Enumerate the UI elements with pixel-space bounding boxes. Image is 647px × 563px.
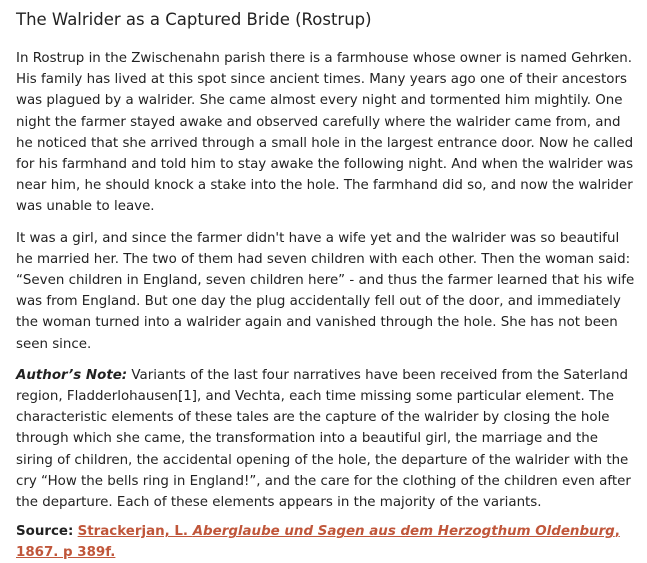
authors-note <box>16 365 635 513</box>
source-label: Source: <box>16 524 74 540</box>
story-paragraph-1: In Rostrup in the Zwischenahn parish there is a farmhouse whose owner is named Gehrken. His family has lived at this spot since ancient times. Many years ago one of their ancestors was plagued by a walrider. She came almost every night and tormented him mightily. One night the farmer stayed awake and observed carefully where the walrider came from, and he noticed that she arrived through a small hole in the largest entrance door. Now he called for his farmhand and told him to stay awake the following night. And when the walrider was near him, he should knock a stake into the hole. The farmhand did so, and now the walrider was unable to leave. <box>16 51 634 215</box>
story-paragraph-2: It was a girl, and since the farmer didn't have a wife yet and the walrider was so beautiful he married her. The two of them had seven children with each other. Then the woman said: “Seven children in England, seven children here” - and thus the farmer learned that his wife was from England. But one day the plug accidentally fell out of the door, and immediately the woman turned into a walrider again and vanished through the hole. She has not been seen since. <box>16 230 635 352</box>
source-author: Strackerjan, L. <box>77 524 189 540</box>
authors-note-text: Variants of the last four narratives have been received from the Saterland region, Fladderlohausen[1], and Vechta, each time missing some particular element. The characteristic elements of these tales are the capture of the walrider by closing the hole through which she came, the transformation into a beautiful girl, the marriage and the siring of children, the accidental opening of the hole, the departure of the walrider with the cry “How the bells ring in England!”, and the care for the clothing of the children even after the departure. Each of these elements appears in the majority of the variants. <box>16 367 631 511</box>
source-link[interactable] <box>16 524 620 560</box>
authors-note-label: Author’s Note: <box>16 367 128 383</box>
source-citation <box>16 521 635 563</box>
page-title: The Walrider as a Captured Bride (Rostrup) <box>16 10 372 29</box>
source-book-title: Aberglaube und Sagen aus dem Herzogthum Oldenburg <box>192 524 615 540</box>
source-details: , 1867. p 389f. <box>16 524 620 561</box>
